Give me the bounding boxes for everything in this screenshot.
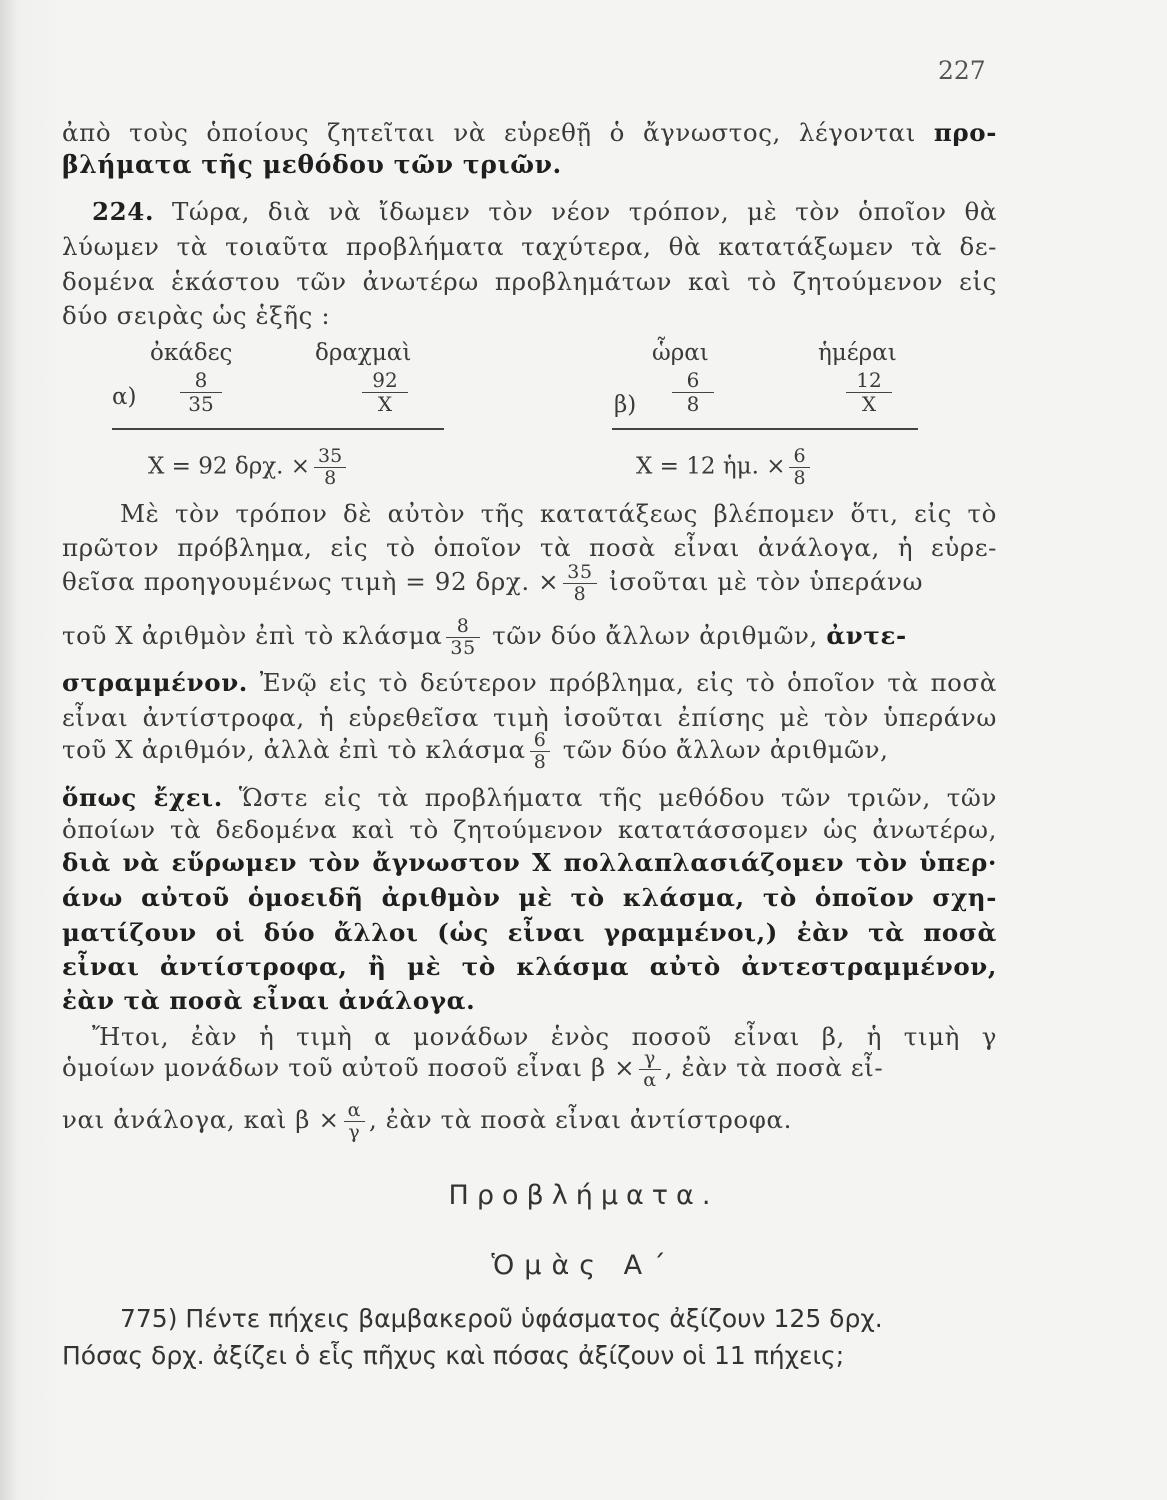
denominator: X (846, 392, 892, 416)
section-224-line-1 (92, 197, 997, 226)
para-line-1: Μὲ τὸν τρόπον δὲ αὐτὸν τῆς κατατάξεως βλέπομεν ὅτι, εἰς τὸ (120, 499, 997, 528)
problem-775-line-2: Πόσας δρχ. ἀξίζει ὁ εἷς πῆχυς καὶ πόσας ἀξίζουν οἱ 11 πήχεις; (62, 1341, 845, 1370)
table-a-fraction-2 (362, 369, 408, 416)
numerator: 6 (686, 368, 700, 392)
denominator: γ (344, 1121, 365, 1143)
section-224-line-4: δύο σειρὰς ὡς ἑξῆς : (62, 301, 331, 330)
denominator: 35 (446, 637, 479, 659)
denominator: 8 (672, 392, 714, 416)
problems-heading: Προβλήματα. (448, 1180, 719, 1211)
rule-line-2 (62, 1048, 997, 1091)
para-text: Ἐνῷ εἰς τὸ δεύτερον πρόβλημα, εἰς τὸ ὁποῖον τὰ ποσὰ (247, 668, 997, 697)
inline-fraction (344, 1100, 365, 1143)
denominator: α (639, 1069, 660, 1091)
page-number: 227 (938, 56, 986, 85)
rule-text: ναι ἀνάλογα, καὶ β × (62, 1104, 340, 1134)
para-text: Ὥστε εἰς τὰ προβλήματα τῆς μεθόδου τῶν τριῶν, τῶν (222, 783, 997, 812)
bold-rule-line-5: ἐὰν τὰ ποσὰ εἶναι ἀνάλογα. (62, 986, 476, 1015)
table-b-label: β) (614, 392, 637, 418)
table-b-fraction-2 (846, 369, 892, 416)
table-b-header-1: ὧραι (652, 340, 709, 366)
para-bold: ὅπως ἔχει. (62, 783, 223, 812)
para-line-5 (62, 668, 997, 697)
numerator: 8 (194, 368, 208, 392)
para-text: τῶν δύο ἄλλων ἀριθμῶν, (554, 734, 889, 764)
para-line-6: εἶναι ἀντίστροφα, ἡ εὑρεθεῖσα τιμὴ ἰσοῦται ἐπίσης μὲ τὸν ὑπεράνω (62, 703, 997, 732)
para-line-8 (62, 783, 997, 812)
rule-text: , ἐὰν τὰ ποσὰ εἶ- (664, 1052, 884, 1082)
numerator: 92 (372, 368, 398, 392)
denominator: 8 (314, 467, 346, 489)
para-text: τῶν δύο ἄλλων ἀριθμῶν, (483, 620, 827, 650)
section-number: 224. (92, 197, 155, 226)
bold-rule-line-3: ματίζουν οἱ δύο ἄλλοι (ὡς εἶναι γραμμένοι,) ἐὰν τὰ ποσὰ (62, 918, 997, 947)
section-224-line-3: δομένα ἑκάστου τῶν ἀνωτέρω προβλημάτων καὶ τὸ ζητούμενον εἰς (62, 267, 997, 296)
inline-fraction (563, 562, 596, 605)
result-fraction (789, 446, 809, 489)
group-heading: Ὁμὰς Α΄ (491, 1250, 676, 1281)
para-line-4 (62, 616, 997, 659)
rule-text: , ἐὰν τὰ ποσὰ εἶναι ἀντίστροφα. (369, 1104, 793, 1134)
para-line-2: πρῶτον πρόβλημα, εἰς τὸ ὁποῖον τὰ ποσὰ εἶναι ἀνάλογα, ἡ εὑρε- (62, 533, 997, 562)
numerator: 35 (318, 445, 343, 467)
para-text: θεῖσα προηγουμένως τιμὴ = 92 δρχ. × (62, 566, 560, 596)
intro-text: ἀπὸ τοὺς ὁποίους ζητεῖται νὰ εὑρεθῇ ὁ ἄγνωστος, λέγονται (62, 118, 934, 147)
table-b-fraction-1 (672, 369, 714, 416)
numerator: 6 (533, 729, 547, 751)
para-line-3 (62, 562, 997, 605)
para-bold: ἀντε- (826, 620, 907, 650)
table-b-separator (612, 428, 918, 430)
table-a-separator (112, 428, 444, 430)
intro-line-2: βλήματα τῆς μεθόδου τῶν τριῶν. (62, 150, 562, 179)
denominator: 8 (563, 583, 596, 605)
section-224-line-2: λύωμεν τὰ τοιαῦτα προβλήματα ταχύτερα, θὰ κατατάξωμεν τὰ δε- (62, 232, 997, 261)
section-224-text: Τώρα, διὰ νὰ ἴδωμεν τὸν νέον τρόπον, μὲ τὸν ὁποῖον θὰ (154, 197, 997, 226)
rule-line-3 (62, 1100, 997, 1143)
denominator: 8 (789, 467, 809, 489)
bold-rule-line-1: διὰ νὰ εὕρωμεν τὸν ἄγνωστον X πολλαπλασιάζομεν τὸν ὑπερ· (62, 848, 997, 877)
inline-fraction (446, 616, 479, 659)
rule-line-1: Ἤτοι, ἐὰν ἡ τιμὴ α μονάδων ἑνὸς ποσοῦ εἶναι β, ἡ τιμὴ γ (92, 1022, 997, 1051)
table-b-header-2: ἡμέραι (818, 340, 897, 366)
para-line-9: ὁποίων τὰ δεδομένα καὶ τὸ ζητούμενον κατατάσσομεν ὡς ἀνωτέρω, (62, 815, 997, 844)
intro-line-1 (62, 118, 997, 147)
denominator: 35 (180, 392, 222, 416)
result-text: X = 12 ἡμ. × (636, 453, 786, 480)
para-text: τοῦ X ἀριθμὸν ἐπὶ τὸ κλάσμα (62, 620, 443, 650)
problem-775-line-1: 775) Πέντε πήχεις βαμβακεροῦ ὑφάσματος ἀξίζουν 125 δρχ. (120, 1304, 883, 1333)
table-a-header-1: ὀκάδες (150, 340, 233, 366)
numerator: γ (643, 1047, 656, 1069)
numerator: 35 (567, 561, 593, 583)
numerator: 6 (793, 445, 806, 467)
result-text: X = 92 δρχ. × (148, 453, 311, 480)
rule-text: ὁμοίων μονάδων τοῦ αὐτοῦ ποσοῦ εἶναι β × (62, 1052, 636, 1082)
numerator: α (347, 1099, 362, 1121)
inline-fraction (639, 1048, 660, 1091)
para-bold: στραμμένον. (62, 668, 248, 697)
table-a-header-2: δραχμαὶ (315, 340, 412, 366)
bold-rule-line-4: εἶναι ἀντίστροφα, ἢ μὲ τὸ κλάσμα αὐτὸ ἀντεστραμμένον, (62, 952, 997, 981)
numerator: 8 (456, 615, 470, 637)
denominator: X (362, 392, 408, 416)
denominator: 8 (530, 751, 551, 773)
numerator: 12 (856, 368, 882, 392)
result-fraction (314, 446, 346, 489)
bold-rule-line-2: άνω αὐτοῦ ὁμοειδῆ ἀριθμὸν μὲ τὸ κλάσμα, τὸ ὁποῖον σχη- (62, 883, 997, 912)
para-text: ἰσοῦται μὲ τὸν ὑπεράνω (600, 566, 924, 596)
inline-fraction (530, 730, 551, 773)
para-line-7 (62, 730, 997, 773)
table-b-result (636, 446, 814, 489)
table-a-result (148, 446, 350, 489)
intro-bold-fragment: προ- (933, 118, 997, 147)
para-text: τοῦ X ἀριθμόν, ἀλλὰ ἐπὶ τὸ κλάσμα (62, 734, 526, 764)
table-a-fraction-1 (180, 369, 222, 416)
table-a-label: α) (112, 384, 137, 410)
